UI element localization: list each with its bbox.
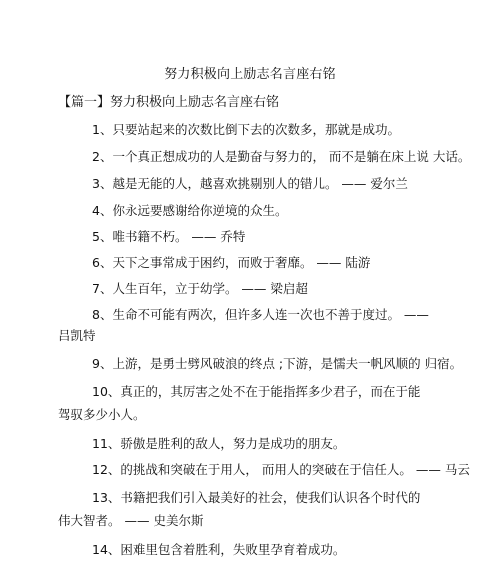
quote-line-continuation: 驾驭多少小人。 bbox=[58, 407, 146, 422]
quote-line: 9、上游，是勇士劈风破浪的终点 ;下游，是懦夫一帆风顺的 归宿。 bbox=[92, 356, 463, 371]
section-heading: 【篇一】努力积极向上励志名言座右铭 bbox=[58, 95, 280, 110]
document-title: 努力积极向上励志名言座右铭 bbox=[164, 67, 336, 82]
quote-line: 1、只要站起来的次数比倒下去的次数多，那就是成功。 bbox=[92, 122, 400, 137]
quote-line: 2、一个真正想成功的人是勤奋与努力的， 而不是躺在床上说 大话。 bbox=[92, 149, 471, 164]
quote-line: 4、你永远要感谢给你逆境的众生。 bbox=[92, 203, 288, 218]
quote-line: 3、越是无能的人，越喜欢挑剔别人的错儿。 —— 爱尔兰 bbox=[92, 176, 408, 191]
quote-line: 12、的挑战和突破在于用人， 而用人的突破在于信任人。 —— 马云 bbox=[92, 462, 470, 477]
quote-line: 14、困难里包含着胜利，失败里孕育着成功。 bbox=[92, 542, 346, 557]
quote-line: 6、天下之事常成于困约，而败于奢靡。 —— 陆游 bbox=[92, 255, 371, 270]
quote-line: 8、生命不可能有两次，但许多人连一次也不善于度过。 —— bbox=[92, 307, 429, 322]
quote-line-continuation: 伟大智者。 —— 史美尔斯 bbox=[58, 513, 204, 528]
quote-line: 11、骄傲是胜利的敌人，努力是成功的朋友。 bbox=[92, 436, 346, 451]
quote-line: 13、书籍把我们引入最美好的社会，使我们认识各个时代的 bbox=[92, 490, 421, 505]
quote-line: 10、真正的，其厉害之处不在于能指挥多少君子，而在于能 bbox=[92, 384, 421, 399]
quote-line: 5、唯书籍不朽。 —— 乔特 bbox=[92, 229, 246, 244]
quote-line: 7、人生百年，立于幼学。 —— 梁启超 bbox=[92, 281, 308, 296]
quote-line-continuation: 吕凯特 bbox=[58, 328, 96, 343]
